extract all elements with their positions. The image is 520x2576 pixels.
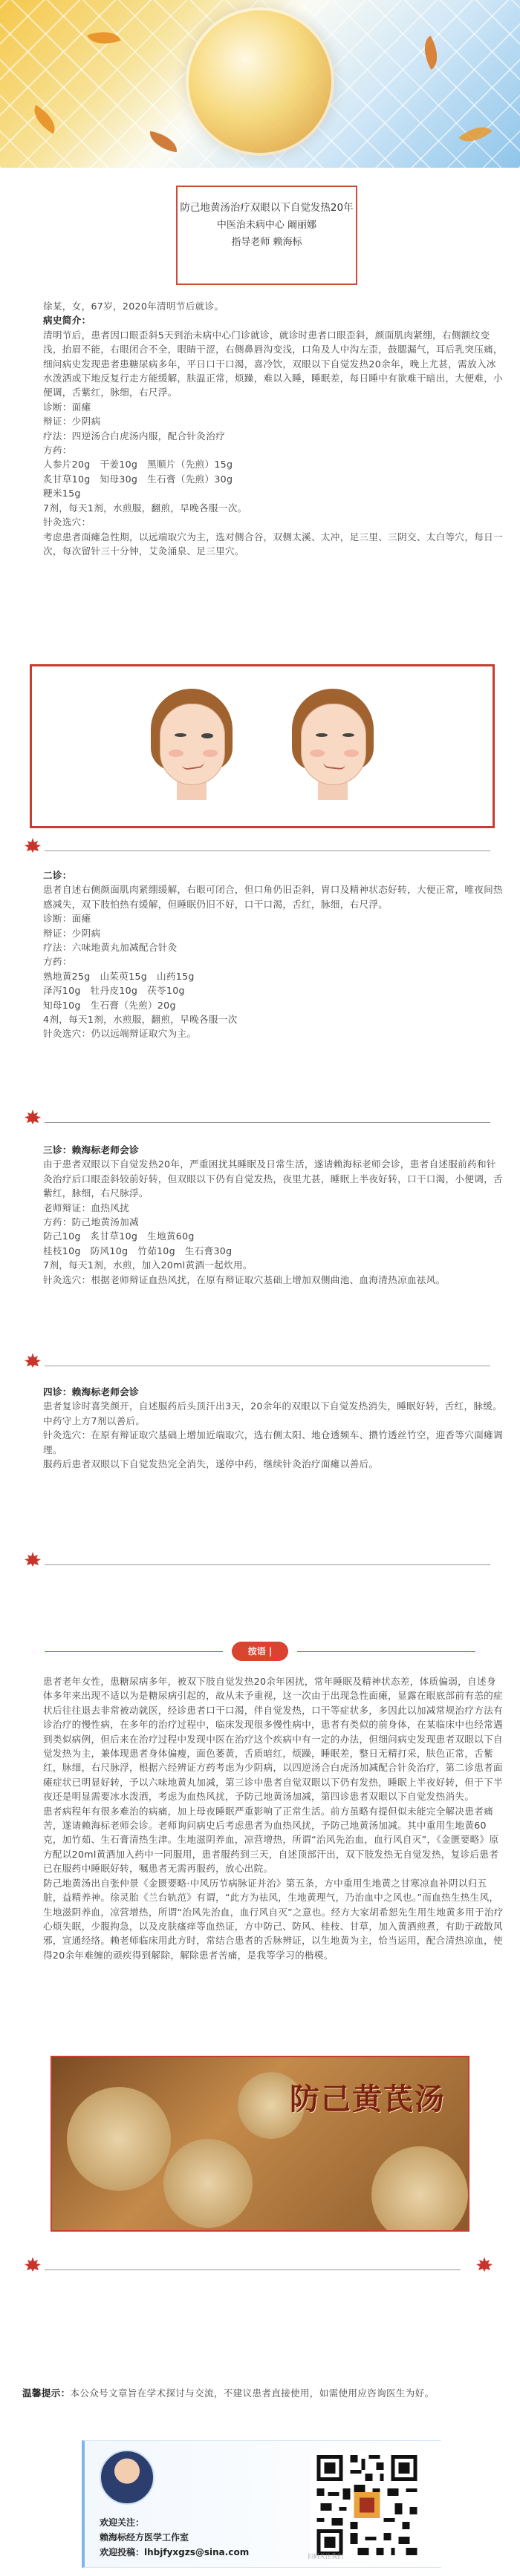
title-box	[176, 186, 357, 285]
heading-rule-left	[45, 1651, 223, 1652]
prescription-line: 炙甘草10g 知母30g 生石膏（先煎）30g	[43, 473, 233, 485]
maple-leaf-icon	[475, 2256, 493, 2272]
fourth-visit-section	[22, 1385, 505, 1471]
maple-leaf-icon	[24, 837, 42, 853]
prescription-line: 粳米15g	[43, 488, 81, 499]
prescription-usage: 7剂，每天1剂，水煎，加入20ml黄酒一起炊用。	[43, 1259, 253, 1271]
banner-lens-graphic	[186, 7, 334, 156]
fourth-visit-text: 患者复诊时喜笑颜开，自述服药后头顶汗出3天，20余年的双眼以下自觉发热消失，睡眠好转，舌红，脉缓。	[43, 1400, 503, 1412]
prescription-label: 方药：防己地黄汤加减	[43, 1216, 139, 1228]
prescription-line: 知母10g 生石膏（先煎）20g	[43, 999, 176, 1011]
notice-text: 本公众号文章旨在学术探讨与交流，不建议患者直接使用，如需使用应咨询医生为好。	[70, 2387, 435, 2399]
submission-label: 欢迎投稿：	[100, 2547, 145, 2557]
therapy-line: 疗法：四逆汤合白虎汤内服，配合针灸治疗	[43, 430, 225, 442]
maple-leaf-icon	[24, 2256, 42, 2272]
prescription-line: 泽泻10g 牡丹皮10g 茯苓10g	[43, 985, 185, 997]
syndrome-line: 辩证：少阴病	[43, 416, 101, 427]
syndrome-line: 老师辩证：血热风扰	[43, 1202, 130, 1213]
prescription-usage: 7剂，每天1剂，水煎服，翻煎，早晚各服一次。	[43, 502, 247, 514]
prescription-label: 方药：	[43, 445, 72, 456]
notice-section	[22, 2386, 505, 2400]
notice-label: 温馨提示：	[22, 2387, 71, 2399]
face-illustration-left	[143, 689, 240, 800]
prescription-usage: 4剂，每天1剂，水煎服，翻煎，早晚各服一次	[43, 1014, 238, 1026]
author-line: 中医治未病中心 阚丽娜	[216, 220, 317, 231]
analysis-paragraph: 防己地黄汤出自张仲景《金匮要略·中风历节病脉证并治》第五条，方中重用生地黄之甘寒凉血补阴以归五脏，益精养神。徐灵胎《兰台轨范》有谓，“此方为祛风，生地黄理气，乃治血中之风也。”而血热生热生风，生地滋阴养血，凉营增热，所谓“治风先治血，血行风自灭”之意也。经方大家胡希恕先生用生地黄多用于治疗心烦失眠，少腹拘急，以及皮肤瘙痒等血热证，方中防己、防风、桂枝、甘草，加入黄酒煎煮，有助于疏散风邪，宣通经络。赖老师临床用此方时，常结合患者的舌脉辨证，以生地黄为主，恰当运用，配合清热凉血，使得20余年难缠的顽疾得到解除，解除患者苦痛，是我等学习的楷模。	[43, 1877, 504, 1961]
analysis-section	[22, 1674, 505, 1962]
footer-contact	[100, 2515, 249, 2560]
fourth-visit-heading: 四诊：赖海标老师会诊	[43, 1386, 139, 1397]
section-divider	[45, 2269, 461, 2270]
studio-name: 赖海标经方医学工作室	[100, 2532, 189, 2543]
patient-info: 徐某，女，67岁，2020年清明节后就诊。	[43, 301, 224, 312]
section-divider	[45, 1122, 490, 1123]
maple-leaf-icon	[24, 1551, 42, 1567]
qr-caption: 扫码关注我们	[308, 2553, 343, 2560]
herb-photo-title: 防己黄芪汤	[290, 2082, 446, 2117]
acupuncture-text: 针灸选穴：根据老师辩证血热风扰，在原有辩证取穴基础上增加双侧曲池、血海清热凉血祛风。	[43, 1274, 446, 1285]
maple-leaf-icon	[24, 1109, 42, 1125]
welcome-label: 欢迎关注：	[100, 2517, 145, 2528]
prescription-line: 桂枝10g 防风10g 竹茹10g 生石膏30g	[43, 1245, 233, 1256]
history-heading: 病史简介：	[43, 315, 91, 327]
facial-palsy-illustration	[30, 664, 495, 828]
article-title: 防己地黄汤治疗双眼以下自觉发热20年	[180, 202, 354, 214]
acupuncture-text: 针灸选穴：在原有辩证取穴基础上增加近端取穴，选右侧太阳、地仓透频车、攒竹透丝竹空，迎香等穴面瘫调理。	[43, 1429, 503, 1455]
prescription-line: 中药守上方7剂以善后。	[43, 1415, 146, 1426]
qr-code-icon[interactable]	[311, 2451, 423, 2559]
email-link[interactable]: lhbjfyxgzs@sina.com	[144, 2547, 250, 2557]
therapy-line: 疗法：六味地黄丸加减配合针灸	[43, 942, 178, 954]
advisor-line: 指导老师 赖海标	[231, 237, 302, 248]
syndrome-line: 辩证：少阴病	[43, 927, 101, 939]
third-visit-section	[22, 1143, 505, 1287]
herbal-medicine-photo	[51, 2056, 469, 2232]
prescription-label: 方药：	[43, 956, 72, 968]
header-banner-image	[0, 0, 520, 168]
analysis-heading: 按语 |	[232, 1642, 288, 1661]
prescription-line: 防己10g 炙甘草10g 生地黄60g	[43, 1230, 195, 1242]
acupuncture-label: 针灸选穴：	[43, 517, 91, 528]
second-visit-text: 患者自述右侧颜面肌肉紧绷缓解，右眼可闭合，但口角仍旧歪斜，胃口及精神状态好转，大便正常，唯夜间热感减失，双下肢怕热有缓解，但睡眠仍旧不好，口干口渴，舌红，脉细，右尺浮。	[43, 884, 503, 910]
acupuncture-text: 考虑患者面瘫急性期，以远端取穴为主，选对侧合谷，双侧太溪、太冲，足三里、三阴交、太白等穴，每日一次，每次留针三十分钟，艾灸涌泉、足三里穴。	[43, 531, 503, 557]
prescription-line: 熟地黄25g 山茱萸15g 山药15g	[43, 970, 195, 982]
first-visit-section	[22, 299, 505, 558]
footer-card	[82, 2440, 441, 2568]
analysis-paragraph: 患者老年女性，患糖尿病多年，被双下肢自觉发热20余年困扰，常年睡眠及精神状态差，体质偏弱，自述身体多年来出现不适以为是糖尿病引起的，故从未予重视，这一次由于出现急性面瘫，显露在眼底部前有恙的症状后往往退去非常被动就医，经诊患者口干口渴，伴自觉发热，口干等症状多，多因此以加减常规治疗方法有诊治疗的慢性病，在多年的治疗过程中，临床发现很多慢性病中，患者有类似的前身体，在某临床中也经常遇到类似病例，但后来在治疗过程中发现中医在治疗这个疾病中有一定的办法，但细问病史发现患者双眼以下自觉发热为主，兼体现患者身体偏瘦，面色萎黄，舌质暗红，烦躁，睡眠差，整日无精打采，肤色正常，舌紫红，脉细，右尺脉浮，根据六经辨证方药考虑为少阴病，以四逆汤合白虎汤加减配合针灸治疗，第二诊患者面瘫症状已明显好转，予以六味地黄丸加减，第三诊中患者自觉双眼以下仍有发热，睡眠上半夜好转，但于下半夜还是明显需要冰水泼洒，考虑为血热风扰，予防己地黄汤加减，第四诊患者双眼以下自觉发热消失。	[43, 1676, 503, 1803]
diagnosis-line: 诊断：面瘫	[43, 913, 91, 925]
analysis-paragraph: 患者病程年有很多难治的病痛，加上母夜睡眠严重影响了正常生活。前方虽略有提但似未能完全解决患者痛苦，遂请赖海标老师会诊。老师询问病史后考虑患者为血热风扰，予防己地黄汤加减。其中重用生地黄60克，加竹茹、生石膏清热生津。生地滋阴养血，凉营增热，所谓“治风先治血，血行风自灭”，《金匮要略》原方配以20ml黄酒加入药中一同服用，患者服药到三天，自述顶部汗出，双下肢发热无自觉发热，复诊后患者已在服药中睡眠好转，嘱患者无需再服药，放心出院。	[43, 1805, 499, 1875]
heading-rule-right	[297, 1651, 475, 1652]
prescription-line: 人参片20g 干姜10g 黑顺片（先煎）15g	[43, 459, 233, 471]
history-text: 清明节后，患者因口眼歪斜5天到治未病中心门诊就诊，就诊时患者口眼歪斜，颜面肌肉紧绷，右侧额纹变浅，抬眉不能，右眼闭合不全，眼睛干涩，右侧鼻唇沟变浅，口角及人中沟左歪，鼓腮漏气，耳后乳突压痛，细问病史发现患者患糖尿病多年，平日口干口渴，喜冷饮，双眼以下自觉发热20余年，晚上尤甚，需放入冰水泼洒或下地反复行走方能缓解，肤温正常，烦躁，难以入睡，睡眠差，每日睡中有欲难干暗出，大便难，小便调，舌紫红，脉细，右尺浮。	[43, 329, 503, 399]
second-visit-section	[22, 868, 505, 1041]
maple-leaf-icon	[24, 1352, 42, 1369]
outcome-text: 服药后患者双眼以下自觉发热完全消失，遂停中药，继续针灸治疗面瘫以善后。	[43, 1458, 379, 1470]
avatar	[100, 2450, 155, 2505]
second-visit-heading: 二诊：	[43, 870, 72, 881]
diagnosis-line: 诊断：面瘫	[43, 401, 91, 413]
third-visit-heading: 三诊：赖海标老师会诊	[43, 1144, 139, 1156]
face-illustration-right	[285, 689, 381, 800]
third-visit-text: 由于患者双眼以下自觉发热20年，严重困扰其睡眠及日常生活，遂请赖海标老师会诊，患者自述服前药和针灸治疗后口眼歪斜较前好转，但双眼以下仍有自觉发热，夜里尤甚，睡眠上半夜好转，口干口渴，小便调，舌紫红，脉细，右尺脉浮。	[43, 1158, 503, 1199]
section-divider	[45, 1564, 490, 1565]
acupuncture-text: 针灸选穴：仍以远端辩证取穴为主。	[43, 1028, 197, 1040]
